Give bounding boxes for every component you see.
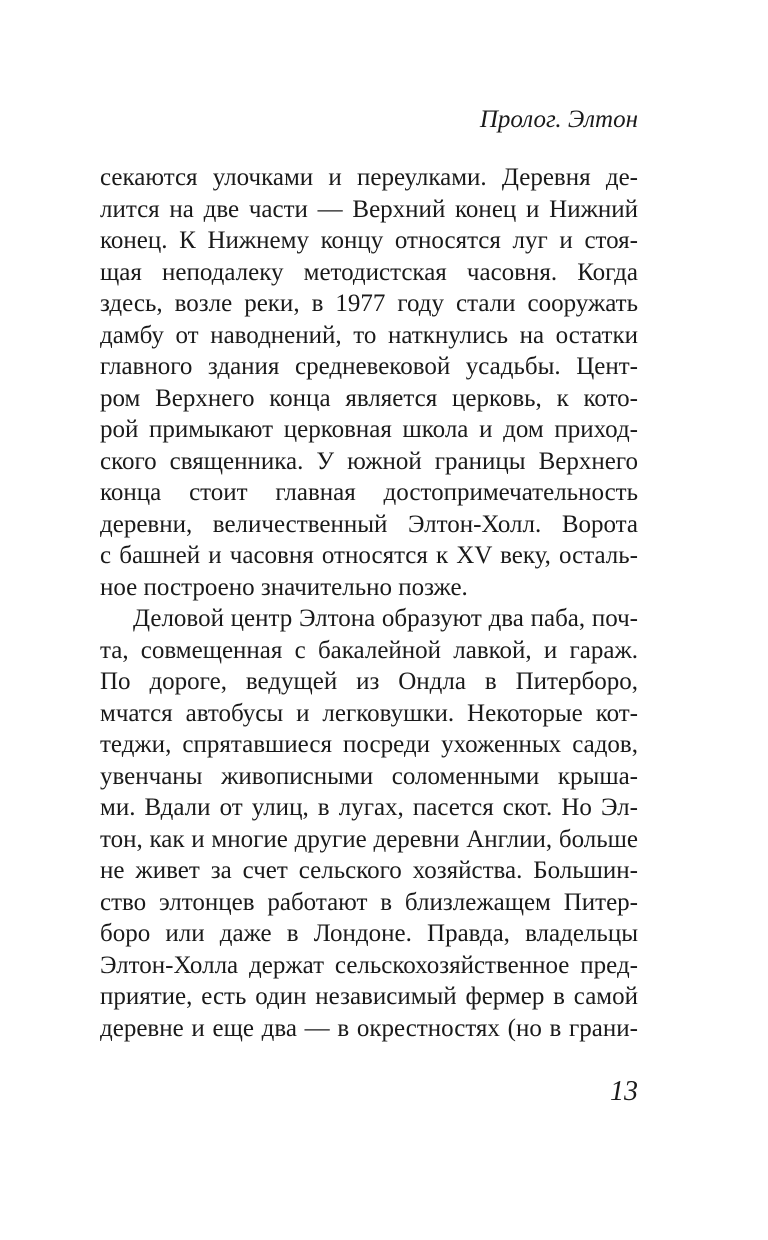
text-line: конца стоит главная достопримечательность <box>100 479 638 506</box>
text-line: ми. Вдали от улиц, в лугах, пасется скот. Но Эл- <box>100 794 638 821</box>
text-line: мчатся автобусы и легковушки. Некоторые кот- <box>100 699 638 727</box>
text-line: ство элтонцев работают в близлежащем Питер- <box>100 888 638 916</box>
text-line: дамбу от наводнений, то наткнулись на остатки <box>100 321 638 349</box>
text-line: ского священника. У южной границы Верхнего <box>100 447 638 475</box>
text-line: деревне и еще два — в окрестностях (но в грани- <box>100 1014 638 1042</box>
page-number: 13 <box>610 1076 638 1107</box>
text-line: секаются улочками и переулками. Деревня де- <box>100 164 638 191</box>
text-line: щая неподалеку методистская часовня. Когда <box>100 258 638 286</box>
text-line: Элтон-Холла держат сельскохозяйственное пред- <box>100 951 638 979</box>
body-text <box>100 162 638 1044</box>
text-line: теджи, спрятавшиеся посреди ухоженных садов, <box>100 731 638 758</box>
text-line: та, совмещенная с бакалейной лавкой, и гараж. <box>100 636 638 664</box>
text-line: не живет за счет сельского хозяйства. Большин- <box>100 857 638 884</box>
running-header: Пролог. Элтон <box>479 106 638 133</box>
text-line: Деловой центр Элтона образуют два паба, поч- <box>133 605 638 632</box>
text-line: здесь, возле реки, в 1977 году стали сооружать <box>100 290 638 317</box>
text-line: увенчаны живописными соломенными крыша- <box>100 762 638 790</box>
text-line: главного здания средневековой усадьбы. Цент- <box>100 353 638 380</box>
text-line: тон, как и многие другие деревни Англии, больше <box>100 825 638 853</box>
text-line: ное построено значительно позже. <box>100 573 468 601</box>
text-line: с башней и часовня относятся к XV веку, осталь- <box>100 542 638 569</box>
text-line: рой примыкают церковная школа и дом приход- <box>100 416 638 443</box>
text-line: боро или даже в Лондоне. Правда, владельцы <box>100 920 638 947</box>
text-line: приятие, есть один независимый фермер в самой <box>100 983 638 1010</box>
text-line: ром Верхнего конца является церковь, к кото- <box>100 384 638 412</box>
text-line: По дороге, ведущей из Ондла в Питерборо, <box>100 668 638 695</box>
text-line: деревни, величественный Элтон-Холл. Ворота <box>100 510 638 538</box>
text-line: лится на две части — Верхний конец и Нижний <box>100 195 638 223</box>
text-line: конец. К Нижнему концу относятся луг и стоя- <box>100 227 638 254</box>
